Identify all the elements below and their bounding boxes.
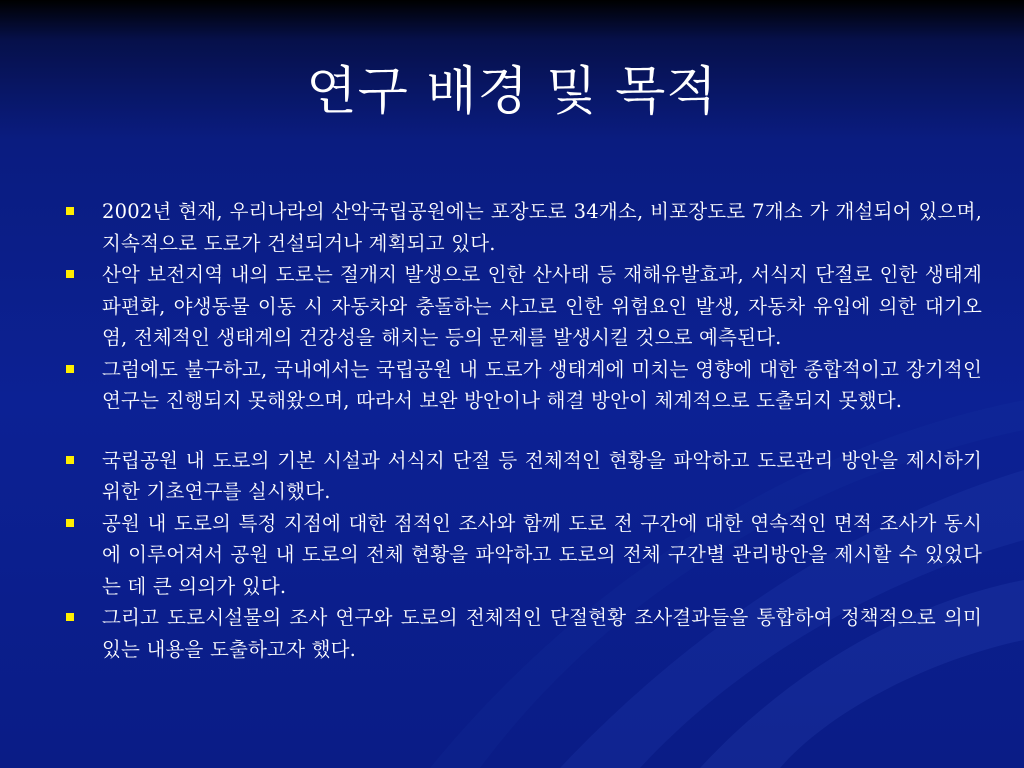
bullet-item: [62, 602, 982, 665]
bullet-item: [62, 508, 982, 603]
bullet-item: [62, 259, 982, 354]
bullet-item: [62, 354, 982, 417]
square-bullet-icon: [66, 207, 74, 215]
square-bullet-icon: [66, 456, 74, 464]
bullet-text: 그럼에도 불구하고, 국내에서는 국립공원 내 도로가 생태계에 미치는 영향에 대한 종합적이고 장기적인 연구는 진행되지 못해왔으며, 따라서 보완 방안이나 해결 방안이 체계적으로 도출되지 못했다.: [102, 357, 982, 412]
bullet-text: 그리고 도로시설물의 조사 연구와 도로의 전체적인 단절현황 조사결과들을 통합하여 정책적으로 의미 있는 내용을 도출하고자 했다.: [102, 606, 982, 661]
bullet-text: 산악 보전지역 내의 도로는 절개지 발생으로 인한 산사태 등 재해유발효과, 서식지 단절로 인한 생태계 파편화, 야생동물 이동 시 자동차와 충돌하는 사고로 인한 위험요인 발생, 자동차 유입에 의한 대기오염, 전체적인 생태계의 건강성을 해치는 등의 문제를 발생시킬 것으로 예측된다.: [102, 263, 982, 349]
square-bullet-icon: [66, 613, 74, 621]
bullet-text: 공원 내 도로의 특정 지점에 대한 점적인 조사와 함께 도로 전 구간에 대한 연속적인 면적 조사가 동시에 이루어져서 공원 내 도로의 전체 현황을 파악하고 도로의 전체 구간별 관리방안을 제시할 수 있었다는 데 큰 의의가 있다.: [102, 511, 982, 598]
square-bullet-icon: [66, 365, 74, 373]
bullet-item: [62, 196, 982, 259]
slide-title: 연구 배경 및 목적: [306, 62, 718, 122]
square-bullet-icon: [66, 270, 74, 278]
square-bullet-icon: [66, 519, 74, 527]
spacer: [62, 417, 982, 445]
bullet-text: 국립공원 내 도로의 기본 시설과 서식지 단절 등 전체적인 현황을 파악하고 도로관리 방안을 제시하기 위한 기초연구를 실시했다.: [102, 448, 982, 503]
bullet-text: 2002년 현재, 우리나라의 산악국립공원에는 포장도로 34개소, 비포장도로 7개소 가 개설되어 있으며, 지속적으로 도로가 건설되거나 계획되고 있다.: [102, 200, 982, 255]
bullet-item: [62, 445, 982, 508]
bullet-list: [62, 196, 982, 665]
